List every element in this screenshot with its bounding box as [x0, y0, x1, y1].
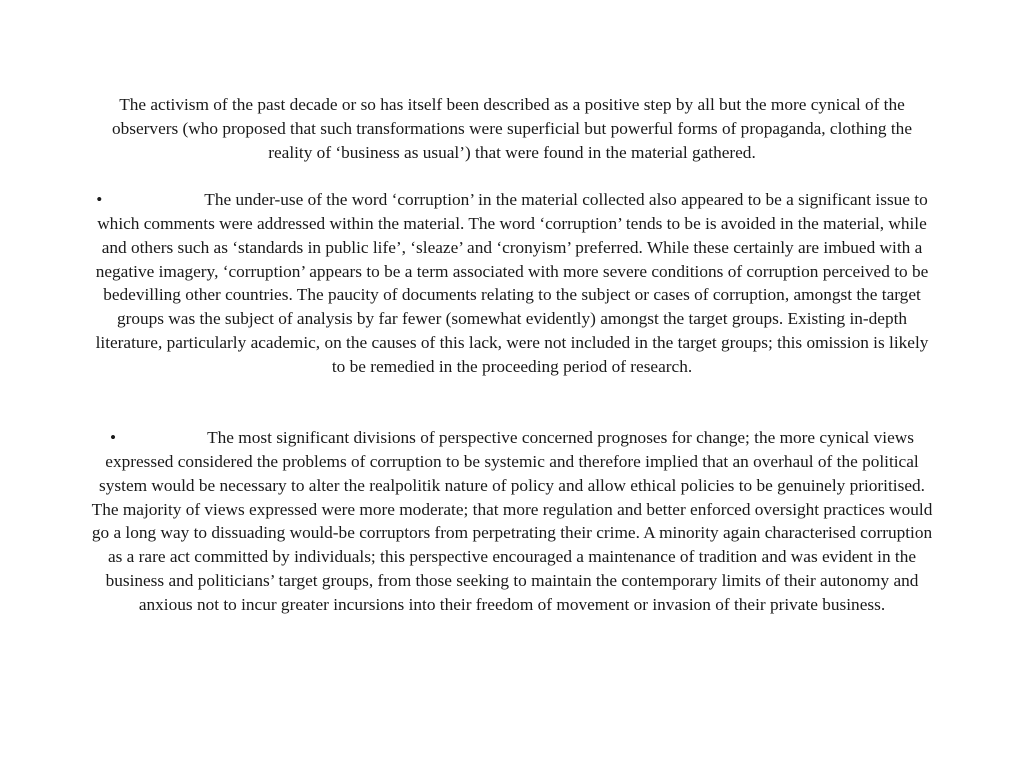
paragraph-text: The activism of the past decade or so has itself been described as a positive step by all but the more cynical of the observers (who proposed that such transformations were superficial but powerful forms of propaganda, clothing the reality of ‘business as usual’) that were found in the material gathered. — [112, 95, 912, 162]
bullet-icon: • — [96, 190, 103, 210]
paragraph-activism — [88, 93, 936, 164]
paragraph-text: The most significant divisions of perspective concerned prognoses for change; the more cynical views expressed considered the problems of corruption to be systemic and therefore implied that an overhaul of the political system would be necessary to alter the realpolitik nature of policy and allow ethical policies to be genuinely prioritised. The majority of views expressed were more moderate; that more regulation and better enforced oversight practices would go a long way to dissuading would-be corruptors from perpetrating their crime. A minority again characterised corruption as a rare act committed by individuals; this perspective encouraged a maintenance of tradition and was evident in the business and politicians’ target groups, from those seeking to maintain the contemporary limits of their autonomy and anxious not to incur greater incursions into their freedom of movement or invasion of their private business. — [91, 428, 933, 614]
paragraph-text: The under-use of the word ‘corruption’ in the material collected also appeared to be a significant issue to which comments were addressed within the material. The word ‘corruption’ tends to be is avoided in the material, while and others such as ‘standards in public life’, ‘sleaze’ and ‘cronyism’ preferred. While these certainly are imbued with a negative imagery, ‘corruption’ appears to be a term associated with more severe conditions of corruption perceived to be bedevilling other countries. The paucity of documents relating to the subject or cases of corruption, amongst the target groups was the subject of analysis by far fewer (somewhat evidently) amongst the target groups. Existing in-depth literature, particularly academic, on the causes of this lack, were not included in the target groups; this omission is likely to be remedied in the proceeding period of research. — [95, 190, 929, 376]
bullet-paragraph-under-use — [88, 188, 936, 378]
bullet-icon: • — [110, 428, 117, 448]
document-body — [88, 93, 936, 617]
bullet-paragraph-divisions — [88, 426, 936, 616]
